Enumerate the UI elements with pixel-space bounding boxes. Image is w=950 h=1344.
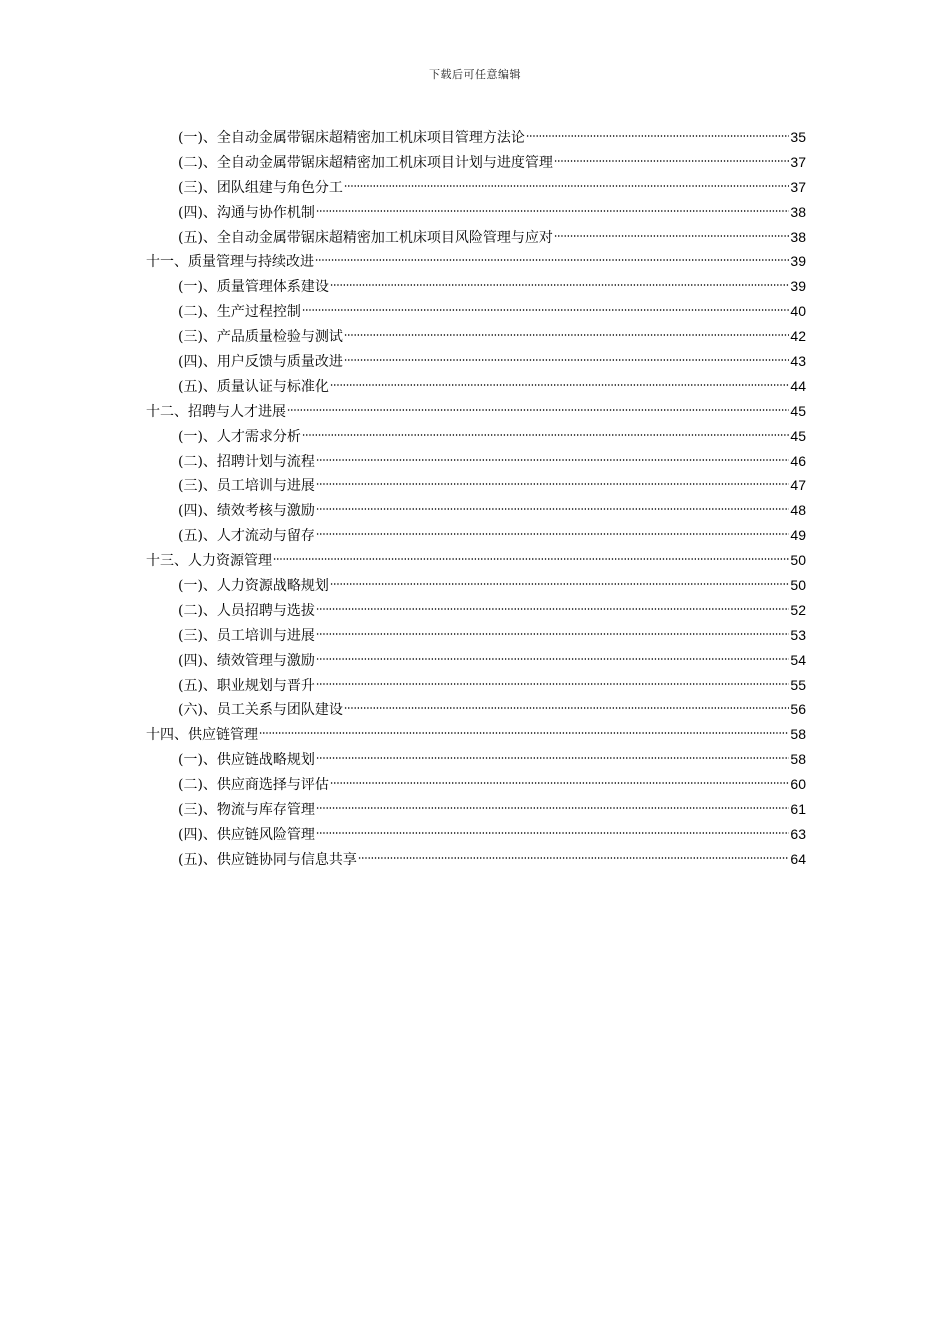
toc-dot-leader <box>554 233 789 239</box>
toc-section-entry[interactable] <box>146 573 806 598</box>
toc-entry-title: (六)、员工关系与团队建设 <box>178 702 343 719</box>
toc-section-entry[interactable] <box>146 623 806 648</box>
toc-page-number: 39 <box>790 253 806 270</box>
toc-dot-leader <box>302 432 789 438</box>
toc-page-number: 40 <box>790 303 806 320</box>
toc-section-entry[interactable] <box>146 598 806 623</box>
toc-page-number: 54 <box>790 651 806 668</box>
toc-page-number: 55 <box>790 676 806 693</box>
toc-entry-title: (五)、人才流动与留存 <box>178 528 315 545</box>
toc-dot-leader <box>330 581 789 587</box>
toc-dot-leader <box>554 158 789 164</box>
toc-page-number: 58 <box>790 751 806 768</box>
page-header: 下载后可任意编辑 <box>429 68 521 81</box>
toc-section-entry[interactable] <box>146 449 806 474</box>
toc-entry-title: (三)、物流与库存管理 <box>178 802 315 819</box>
toc-page-number: 47 <box>790 477 806 494</box>
toc-page-number: 58 <box>790 726 806 743</box>
toc-page-number: 64 <box>790 850 806 867</box>
toc-section-entry[interactable] <box>146 473 806 498</box>
toc-dot-leader <box>330 780 789 786</box>
toc-page-number: 44 <box>790 377 806 394</box>
toc-dot-leader <box>316 457 789 463</box>
toc-dot-leader <box>316 631 789 637</box>
toc-dot-leader <box>344 183 789 189</box>
toc-entry-title: (一)、人才需求分析 <box>178 428 301 445</box>
toc-page-number: 37 <box>790 153 806 170</box>
toc-page-number: 61 <box>790 801 806 818</box>
toc-entry-title: (四)、绩效考核与激励 <box>178 503 315 520</box>
toc-page-number: 46 <box>790 452 806 469</box>
toc-entry-title: (一)、质量管理体系建设 <box>178 279 329 296</box>
toc-section-entry[interactable] <box>146 175 806 200</box>
toc-entry-title: (二)、全自动金属带锯床超精密加工机床项目计划与进度管理 <box>178 154 553 171</box>
toc-page-number: 43 <box>790 353 806 370</box>
toc-dot-leader <box>316 606 789 612</box>
toc-dot-leader <box>316 506 789 512</box>
toc-dot-leader <box>316 208 789 214</box>
toc-entry-title: 十四、供应链管理 <box>146 727 258 744</box>
toc-section-entry[interactable] <box>146 299 806 324</box>
toc-dot-leader <box>316 805 789 811</box>
toc-page-number: 50 <box>790 577 806 594</box>
toc-dot-leader <box>302 307 789 313</box>
toc-entry-title: (五)、供应链协同与信息共享 <box>178 851 357 868</box>
toc-entry-title: (二)、人员招聘与选拔 <box>178 602 315 619</box>
toc-dot-leader <box>273 556 789 562</box>
toc-chapter-entry[interactable] <box>146 722 806 747</box>
toc-section-entry[interactable] <box>146 648 806 673</box>
toc-page-number: 60 <box>790 776 806 793</box>
toc-page-number: 49 <box>790 527 806 544</box>
toc-dot-leader <box>316 481 789 487</box>
toc-page-number: 56 <box>790 701 806 718</box>
toc-entry-title: (三)、团队组建与角色分工 <box>178 179 343 196</box>
toc-dot-leader <box>259 730 789 736</box>
toc-page-number: 53 <box>790 626 806 643</box>
toc-entry-title: 十三、人力资源管理 <box>146 553 272 570</box>
toc-page-number: 35 <box>790 129 806 145</box>
toc-page-number: 48 <box>790 502 806 519</box>
toc-entry-title: (一)、全自动金属带锯床超精密加工机床项目管理方法论 <box>178 130 525 146</box>
toc-dot-leader <box>316 830 789 836</box>
toc-dot-leader <box>526 133 789 139</box>
toc-entry-title: (四)、用户反馈与质量改进 <box>178 354 343 371</box>
toc-entry-title: (二)、生产过程控制 <box>178 304 301 321</box>
toc-entry-title: (二)、供应商选择与评估 <box>178 777 329 794</box>
toc-entry-title: 十一、质量管理与持续改进 <box>146 254 314 271</box>
toc-section-entry[interactable] <box>146 274 806 299</box>
toc-dot-leader <box>330 382 789 388</box>
toc-section-entry[interactable] <box>146 150 806 175</box>
toc-section-entry[interactable] <box>146 772 806 797</box>
toc-section-entry[interactable] <box>146 847 806 872</box>
toc-dot-leader <box>316 531 789 537</box>
toc-section-entry[interactable] <box>146 349 806 374</box>
toc-section-entry[interactable] <box>146 523 806 548</box>
toc-section-entry[interactable] <box>146 673 806 698</box>
toc-entry-title: (四)、沟通与协作机制 <box>178 204 315 221</box>
toc-dot-leader <box>344 705 789 711</box>
toc-section-entry[interactable] <box>146 697 806 722</box>
toc-entry-title: (四)、绩效管理与激励 <box>178 652 315 669</box>
toc-entry-title: (三)、员工培训与进展 <box>178 627 315 644</box>
toc-dot-leader <box>344 332 789 338</box>
table-of-contents <box>146 125 806 872</box>
toc-dot-leader <box>316 681 789 687</box>
toc-entry-title: (三)、产品质量检验与测试 <box>178 329 343 346</box>
toc-section-entry[interactable] <box>146 822 806 847</box>
toc-page-number: 50 <box>790 552 806 569</box>
toc-dot-leader <box>316 656 789 662</box>
toc-section-entry[interactable] <box>146 424 806 449</box>
toc-section-entry[interactable] <box>146 374 806 399</box>
toc-dot-leader <box>358 855 789 861</box>
toc-page-number: 63 <box>790 825 806 842</box>
toc-dot-leader <box>287 407 789 413</box>
toc-entry-title: (二)、招聘计划与流程 <box>178 453 315 470</box>
toc-page-number: 52 <box>790 601 806 618</box>
toc-entry-title: 十二、招聘与人才进展 <box>146 403 286 420</box>
toc-entry-title: (五)、全自动金属带锯床超精密加工机床项目风险管理与应对 <box>178 229 553 246</box>
toc-dot-leader <box>316 755 789 761</box>
toc-chapter-entry[interactable] <box>146 548 806 573</box>
toc-page-number: 42 <box>790 328 806 345</box>
toc-section-entry[interactable] <box>146 200 806 225</box>
toc-page-number: 38 <box>790 203 806 220</box>
toc-entry-title: (五)、职业规划与晋升 <box>178 677 315 694</box>
toc-page-number: 39 <box>790 278 806 295</box>
toc-section-entry[interactable] <box>146 747 806 772</box>
toc-entry-title: (五)、质量认证与标准化 <box>178 378 329 395</box>
toc-page-number: 45 <box>790 427 806 444</box>
toc-section-entry[interactable] <box>146 125 806 150</box>
toc-entry-title: (三)、员工培训与进展 <box>178 478 315 495</box>
toc-section-entry[interactable] <box>146 324 806 349</box>
toc-dot-leader <box>330 282 789 288</box>
toc-section-entry[interactable] <box>146 498 806 523</box>
toc-entry-title: (四)、供应链风险管理 <box>178 826 315 843</box>
toc-entry-title: (一)、人力资源战略规划 <box>178 578 329 595</box>
toc-page-number: 45 <box>790 402 806 419</box>
toc-chapter-entry[interactable] <box>146 249 806 274</box>
toc-section-entry[interactable] <box>146 225 806 250</box>
toc-chapter-entry[interactable] <box>146 399 806 424</box>
toc-page-number: 37 <box>790 178 806 195</box>
toc-dot-leader <box>344 357 789 363</box>
toc-entry-title: (一)、供应链战略规划 <box>178 752 315 769</box>
toc-section-entry[interactable] <box>146 797 806 822</box>
toc-page-number: 38 <box>790 228 806 245</box>
toc-dot-leader <box>315 257 789 263</box>
